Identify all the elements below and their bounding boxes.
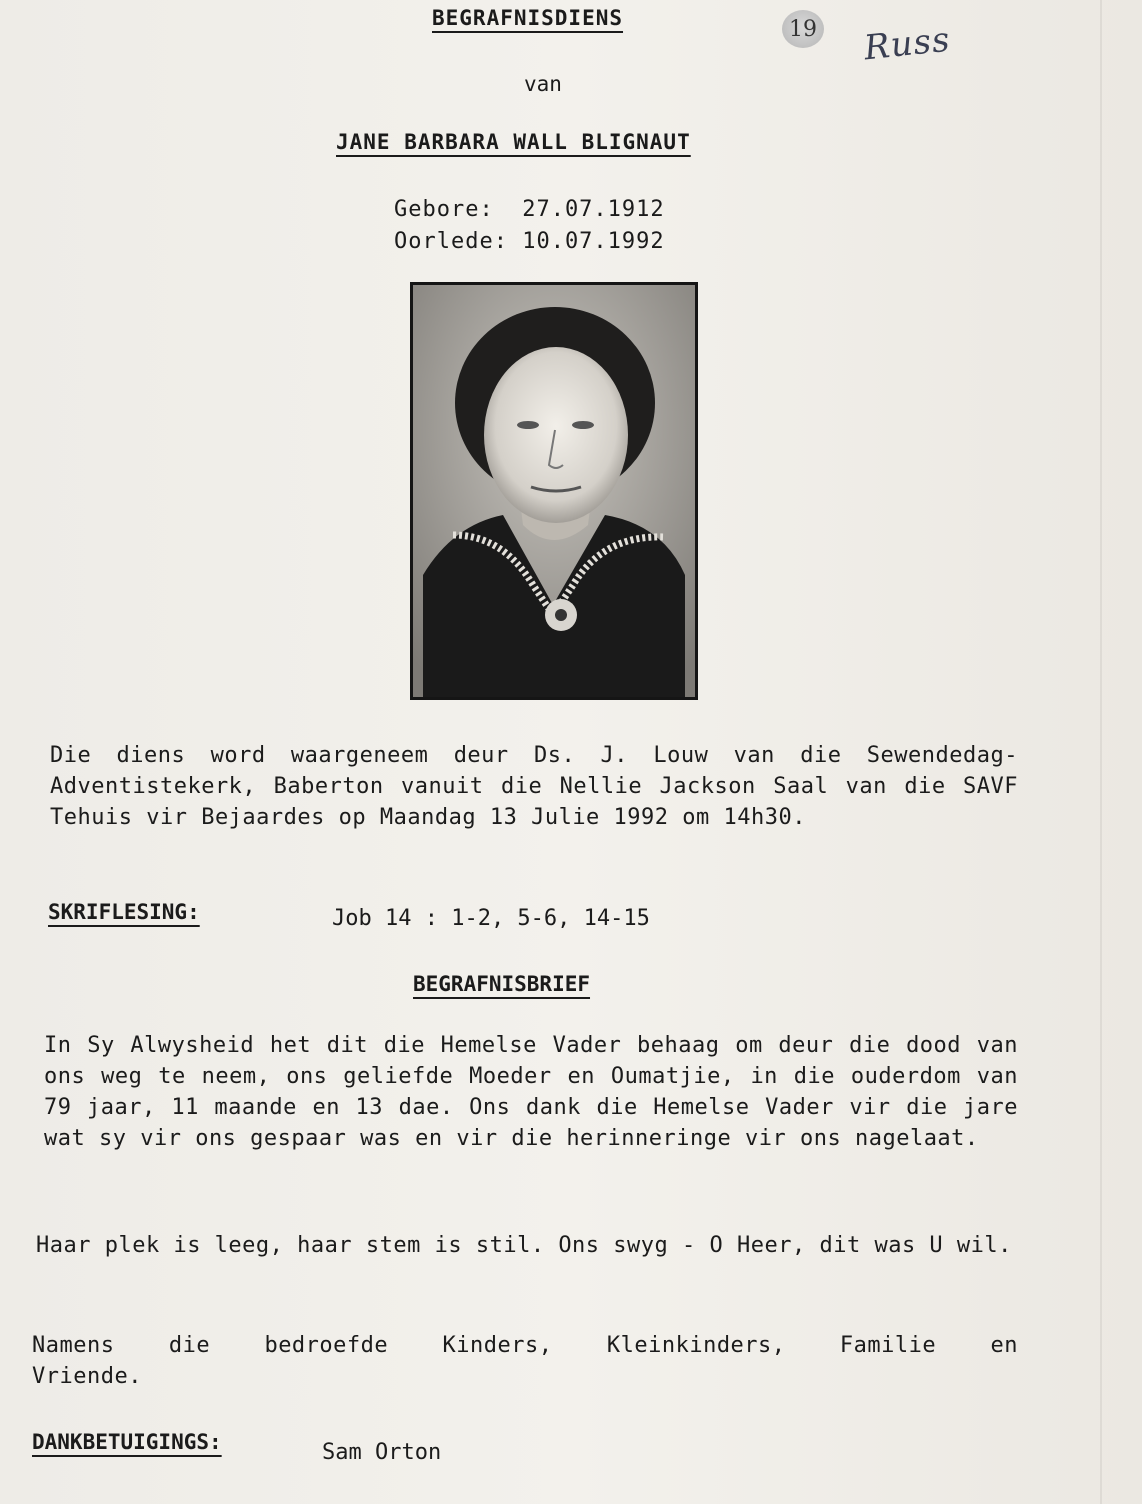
died-date: Oorlede: 10.07.1992 [394,229,665,254]
life-dates [394,194,665,258]
page-fold [1100,0,1102,1504]
portrait-photo [410,282,698,700]
service-paragraph: Die diens word waargeneem deur Ds. J. Louw van die Sewendedag-Adventistekerk, Baberton vanuit die Nellie Jackson Saal van die SAVF Tehuis vir Bejaardes op Maandag 13 Julie 1992 om 14h30. [50,743,1018,830]
page-number-tag: 19 [782,10,824,48]
born-date: Gebore: 27.07.1912 [394,197,665,222]
family-text: Namens die bedroefde Kinders, Kleinkinders, Familie en Vriende. [32,1333,1018,1389]
handwritten-note: Russ [862,19,953,69]
document-title: BEGRAFNISDIENS [432,6,624,30]
thanks-value: Sam Orton [322,1440,442,1465]
reading-value: Job 14 : 1-2, 5-6, 14-15 [332,906,650,931]
thanks-label: DANKBETUIGINGS: [32,1430,222,1454]
verse-paragraph: Haar plek is leeg, haar stem is stil. Ons swyg - O Heer, dit was U wil. [36,1233,1012,1258]
portrait-image [413,285,695,697]
family-paragraph [32,1330,1018,1392]
deceased-name: JANE BARBARA WALL BLIGNAUT [336,130,691,154]
reading-label: SKRIFLESING: [48,900,200,924]
brief-heading: BEGRAFNISBRIEF [413,972,591,996]
brief-paragraph: In Sy Alwysheid het dit die Hemelse Vader behaag om deur die dood van ons weg te neem, ons geliefde Moeder en Oumatjie, in die ouderdom van 79 jaar, 11 maande en 13 dae. Ons dank die Hemelse Vader vir die jare wat sy vir ons gespaar was en vir die herinneringe vir ons nagelaat. [44,1033,1018,1151]
van-text: van [524,72,562,96]
